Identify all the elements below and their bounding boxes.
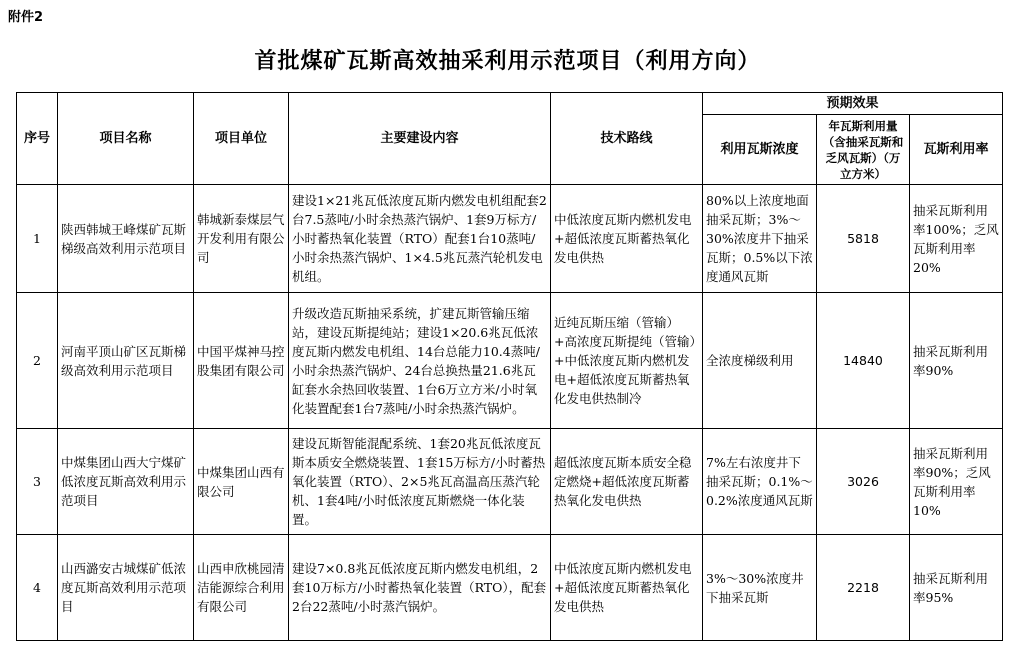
cell-volume: 3026: [817, 429, 910, 535]
header-name: 项目名称: [58, 93, 194, 185]
cell-volume: 2218: [817, 535, 910, 641]
cell-unit: 山西申欣桃园清洁能源综合利用有限公司: [194, 535, 289, 641]
cell-content: 建设瓦斯智能混配系统、1套20兆瓦低浓度瓦斯本质安全燃烧装置、1套15万标方/小时蓄热氧化装置（RTO）、2×5兆瓦高温高压蒸汽轮机、1套4吨/小时低浓度瓦斯燃烧一体化装置。: [289, 429, 551, 535]
cell-content: 建设1×21兆瓦低浓度瓦斯内燃发电机组配套2台7.5蒸吨/小时余热蒸汽锅炉、1套9万标方/小时蓄热氧化装置（RTO）配套1台10蒸吨/小时余热蒸汽锅炉、1×4.5兆瓦蒸汽轮机发电机组。: [289, 185, 551, 293]
header-route: 技术路线: [551, 93, 703, 185]
cell-route: 近纯瓦斯压缩（管输）+高浓度瓦斯提纯（管输）+中低浓度瓦斯内燃机发电+超低浓度瓦斯蓄热氧化发电供热制冷: [551, 293, 703, 429]
header-volume: 年瓦斯利用量（含抽采瓦斯和乏风瓦斯）（万立方米）: [817, 115, 910, 185]
cell-concentration: 7%左右浓度井下抽采瓦斯；0.1%～0.2%浓度通风瓦斯: [703, 429, 817, 535]
header-content: 主要建设内容: [289, 93, 551, 185]
attachment-label: 附件2: [8, 10, 44, 25]
cell-route: 中低浓度瓦斯内燃机发电+超低浓度瓦斯蓄热氧化发电供热: [551, 535, 703, 641]
cell-seq: 2: [17, 293, 58, 429]
cell-rate: 抽采瓦斯利用率95%: [910, 535, 1003, 641]
header-unit: 项目单位: [194, 93, 289, 185]
cell-route: 中低浓度瓦斯内燃机发电+超低浓度瓦斯蓄热氧化发电供热: [551, 185, 703, 293]
cell-name: 陕西韩城王峰煤矿瓦斯梯级高效利用示范项目: [58, 185, 194, 293]
projects-table: [16, 92, 1003, 641]
cell-unit: 韩城新泰煤层气开发利用有限公司: [194, 185, 289, 293]
cell-name: 河南平顶山矿区瓦斯梯级高效利用示范项目: [58, 293, 194, 429]
cell-seq: 3: [17, 429, 58, 535]
table-row: [17, 535, 1003, 641]
header-concentration: 利用瓦斯浓度: [703, 115, 817, 185]
table-row: [17, 429, 1003, 535]
header-effect: 预期效果: [703, 93, 1003, 115]
cell-unit: 中煤集团山西有限公司: [194, 429, 289, 535]
cell-name: 中煤集团山西大宁煤矿低浓度瓦斯高效利用示范项目: [58, 429, 194, 535]
cell-content: 升级改造瓦斯抽采系统，扩建瓦斯管输压缩站，建设瓦斯提纯站；建设1×20.6兆瓦低浓度瓦斯内燃发电机组、14台总能力10.4蒸吨/小时余热蒸汽锅炉、24台总换热量21.6兆瓦缸套水余热回收装置、1台6万立方米/小时氧化装置配套1台7蒸吨/小时余热蒸汽锅炉。: [289, 293, 551, 429]
cell-content: 建设7×0.8兆瓦低浓度瓦斯内燃发电机组，2套10万标方/小时蓄热氧化装置（RTO），配套2台22蒸吨/小时蒸汽锅炉。: [289, 535, 551, 641]
cell-volume: 5818: [817, 185, 910, 293]
table-row: [17, 185, 1003, 293]
cell-concentration: 80%以上浓度地面抽采瓦斯；3%～30%浓度井下抽采瓦斯；0.5%以下浓度通风瓦斯: [703, 185, 817, 293]
cell-concentration: 3%～30%浓度井下抽采瓦斯: [703, 535, 817, 641]
cell-route: 超低浓度瓦斯本质安全稳定燃烧+超低浓度瓦斯蓄热氧化发电供热: [551, 429, 703, 535]
header-rate: 瓦斯利用率: [910, 115, 1003, 185]
page-title: 首批煤矿瓦斯高效抽采利用示范项目（利用方向）: [254, 49, 761, 74]
cell-seq: 1: [17, 185, 58, 293]
cell-rate: 抽采瓦斯利用率100%；乏风瓦斯利用率20%: [910, 185, 1003, 293]
cell-name: 山西潞安古城煤矿低浓度瓦斯高效利用示范项目: [58, 535, 194, 641]
cell-rate: 抽采瓦斯利用率90%；乏风瓦斯利用率10%: [910, 429, 1003, 535]
cell-unit: 中国平煤神马控股集团有限公司: [194, 293, 289, 429]
cell-concentration: 全浓度梯级利用: [703, 293, 817, 429]
cell-seq: 4: [17, 535, 58, 641]
cell-rate: 抽采瓦斯利用率90%: [910, 293, 1003, 429]
table-row: [17, 293, 1003, 429]
cell-volume: 14840: [817, 293, 910, 429]
header-seq: 序号: [17, 93, 58, 185]
